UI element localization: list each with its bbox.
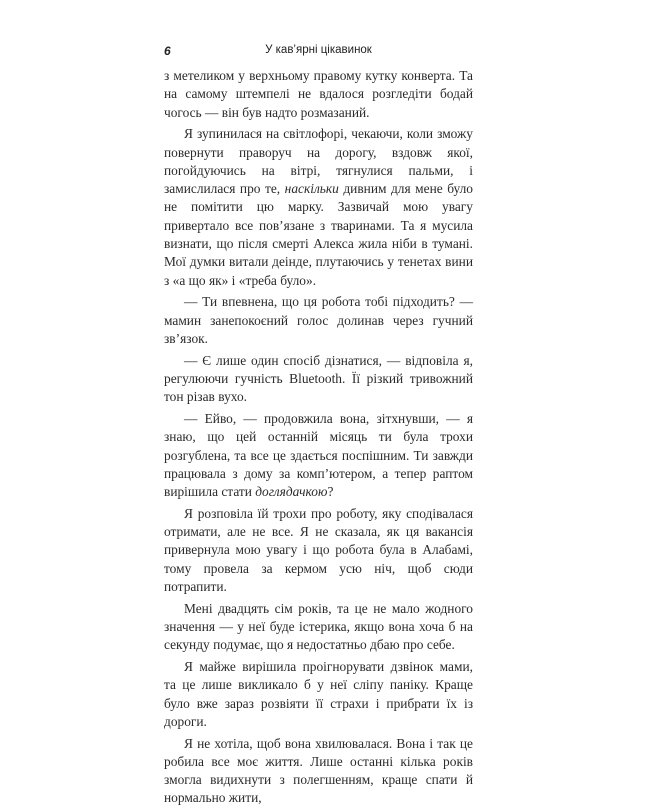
paragraph-text: Я розповіла їй трохи про роботу, яку сподівалася отримати, але не все. Я не сказала, як ця вакансія привернула мою увагу і що робота була в Алабамі, тому провела за кермом усю ніч, щоб сюди потрапити. (164, 505, 473, 594)
book-page (164, 40, 473, 811)
paragraph (164, 735, 473, 808)
page-header (164, 40, 473, 60)
paragraph-text: ? (327, 484, 334, 500)
paragraph-text: Я зупинилася на світлофорі, чекаючи, коли зможу повернути праворуч на дорогу, вздовж якої, погойдуючись на вітрі, тягнулися пальми, і замислилася про те, (164, 126, 473, 197)
paragraph-text: дивним для мене було не помітити цю марку. Зазвичай мою увагу привертало все пов’язане з тваринами. Та я мусила визнати, що після смерті Алекса жила ніби в тумані. Мої думки витали деінде, плутаючись у тенетах вини з «а що як» і «треба було». (164, 181, 474, 288)
paragraph-text: з метеликом у верхньому правому кутку конверта. Та на самому штемпелі не вдалося розгледіти бодай чогось — він був надто розмазаний. (164, 68, 473, 120)
paragraph (164, 67, 473, 122)
paragraph-text: — Є лише один спосіб дізнатися, — відповіла я, регулюючи гучність Bluetooth. Її різкий тривожний тон різав вухо. (164, 352, 473, 405)
paragraph-text: Я не хотіла, щоб вона хвилювалася. Вона і так це робила все моє життя. Лише останні кілька років змогла видихнути з полегшенням, краще спати й нормально жити, (164, 735, 473, 806)
paragraph (164, 505, 473, 596)
page-body-text (164, 67, 473, 808)
italic-text: наскільки (284, 181, 339, 197)
paragraph (164, 658, 473, 731)
paragraph-text: — Ейво, — продовжила вона, зітхнувши, — я знаю, що цей останній місяць ти була трохи розгублена, та все це здається поспішним. Ти завжди працювала з дому за комп’ютером, а тепер раптом вирішила стати (164, 410, 473, 500)
dialogue-paragraph (164, 293, 473, 348)
running-title: У кав’ярні цікавинок (265, 44, 372, 56)
paragraph-text: Я майже вирішила проігнорувати дзвінок мами, та це лише викликало б у неї сліпу паніку. Краще було вже зараз розвіяти її страхи і прибрати їх із дороги. (164, 658, 473, 729)
paragraph-text: Мені двадцять сім років, та це не мало жодного значення — у неї буде істерика, якщо вона хоча б на секунду подумає, що я недостатньо дбаю про себе. (164, 600, 473, 653)
dialogue-paragraph (164, 410, 473, 501)
paragraph (164, 125, 473, 290)
dialogue-paragraph (164, 352, 473, 407)
italic-text: доглядачкою (255, 484, 328, 500)
paragraph-text: — Ти впевнена, що ця робота тобі підходить? — мамин занепокоєний голос долинав через гучний зв’язок. (164, 294, 473, 346)
page-number: 6 (164, 44, 171, 58)
paragraph (164, 600, 473, 655)
